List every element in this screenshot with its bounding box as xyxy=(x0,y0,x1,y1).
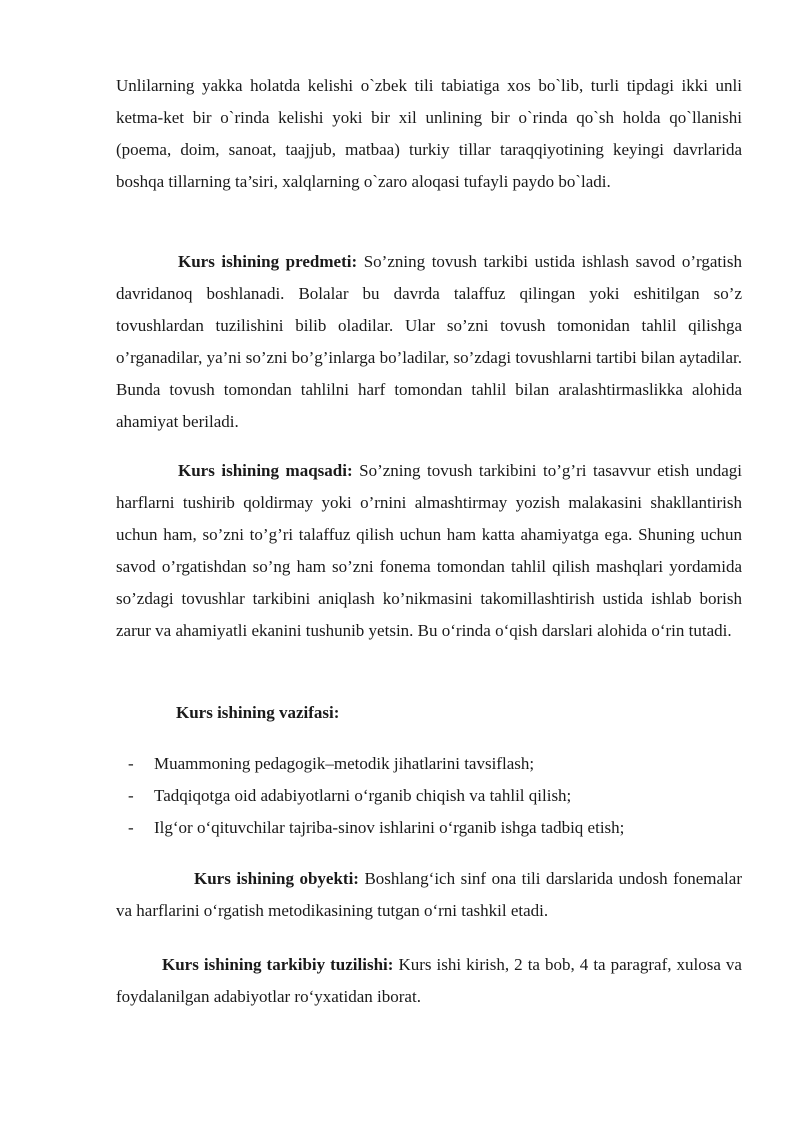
list-item: - Muammoning pedagogik–metodik jihatlarini tavsiflash; xyxy=(128,754,535,773)
maqsadi-text: So’zning tovush tarkibini to’g’ri tasavvur etish undagi harflarni tushirib qoldirmay yoki o’rnini almashtirmay yozish malakasini shakllantirish uchun ham, so’zni to’g’ri talaffuz qilish uchun ham katta ahamiyatga ega. Shuning uchun savod o’rgatishdan so’ng ham so’zni fonema tomondan tahlil qilish mashqlari yordamida so’zdagi tovushlar tarkibini aniqlash ko’nikmasini takomillashtirish ustida ishlab borish zarur va ahamiyatli ekanini tushunib yetsin. Bu o‘rinda o‘qish darslari alohida o‘rin tutadi. xyxy=(116,461,742,640)
vazifasi-heading: Kurs ishining vazifasi: xyxy=(176,703,340,722)
intro-paragraph: Unlilarning yakka holatda kelishi o`zbek tili tabiatiga xos bo`lib, turli tipdagi ikki unli ketma-ket bir o`rinda kelishi yoki bir xil unlining bir o`rinda qo`sh holda qo`llanishi (poema, doim, sanoat, taajjub, matbaa) turkiy tillar taraqqiyotining keyingi davrlarida boshqa tillarning ta’siri, xalqlarning o`zaro aloqasi tufayli paydo bo`ladi. xyxy=(116,76,742,191)
list-item: - Tadqiqotga oid adabiyotlarni o‘rganib chiqish va tahlil qilish; xyxy=(128,786,572,805)
obyekti-label: Kurs ishining obyekti: xyxy=(194,869,359,888)
predmeti-label: Kurs ishining predmeti: xyxy=(178,252,358,271)
tarkibiy-paragraph xyxy=(116,949,742,1013)
tarkibiy-label: Kurs ishining tarkibiy tuzilishi: xyxy=(162,955,394,974)
maqsadi-label: Kurs ishining maqsadi: xyxy=(178,461,353,480)
predmeti-paragraph xyxy=(116,246,742,438)
obyekti-paragraph xyxy=(116,863,742,927)
tarkibiy-text: Kurs ishi kirish, 2 ta bob, 4 ta paragraf, xulosa va foydalanilgan adabiyotlar ro‘yxatidan iborat. xyxy=(116,955,742,1006)
maqsadi-paragraph xyxy=(116,455,742,647)
list-item: - Ilg‘or o‘qituvchilar tajriba-sinov ishlarini o‘rganib ishga tadbiq etish; xyxy=(128,818,625,837)
obyekti-text: Boshlang‘ich sinf ona tili darslarida undosh fonemalar va harflarini o‘rgatish metodikasining tutgan o‘rni tashkil etadi. xyxy=(116,869,742,920)
vazifasi-list xyxy=(128,748,748,844)
predmeti-text: So’zning tovush tarkibi ustida ishlash savod o’rgatish davridanoq boshlanadi. Bolalar bu davrda talaffuz qilingan yoki eshitilgan so’z tovushlardan tuzilishini bilib oladilar. Ular so’zni tovush tomonidan tahlil qilishga o’rganadilar, ya’ni so’zni bo’g’inlarga bo’ladilar, so’zdagi tovushlarni tartibi bilan aytadilar. Bunda tovush tomondan tahlilni harf tomondan tahlil bilan aralashtirmaslikka alohida ahamiyat beriladi. xyxy=(116,252,742,431)
